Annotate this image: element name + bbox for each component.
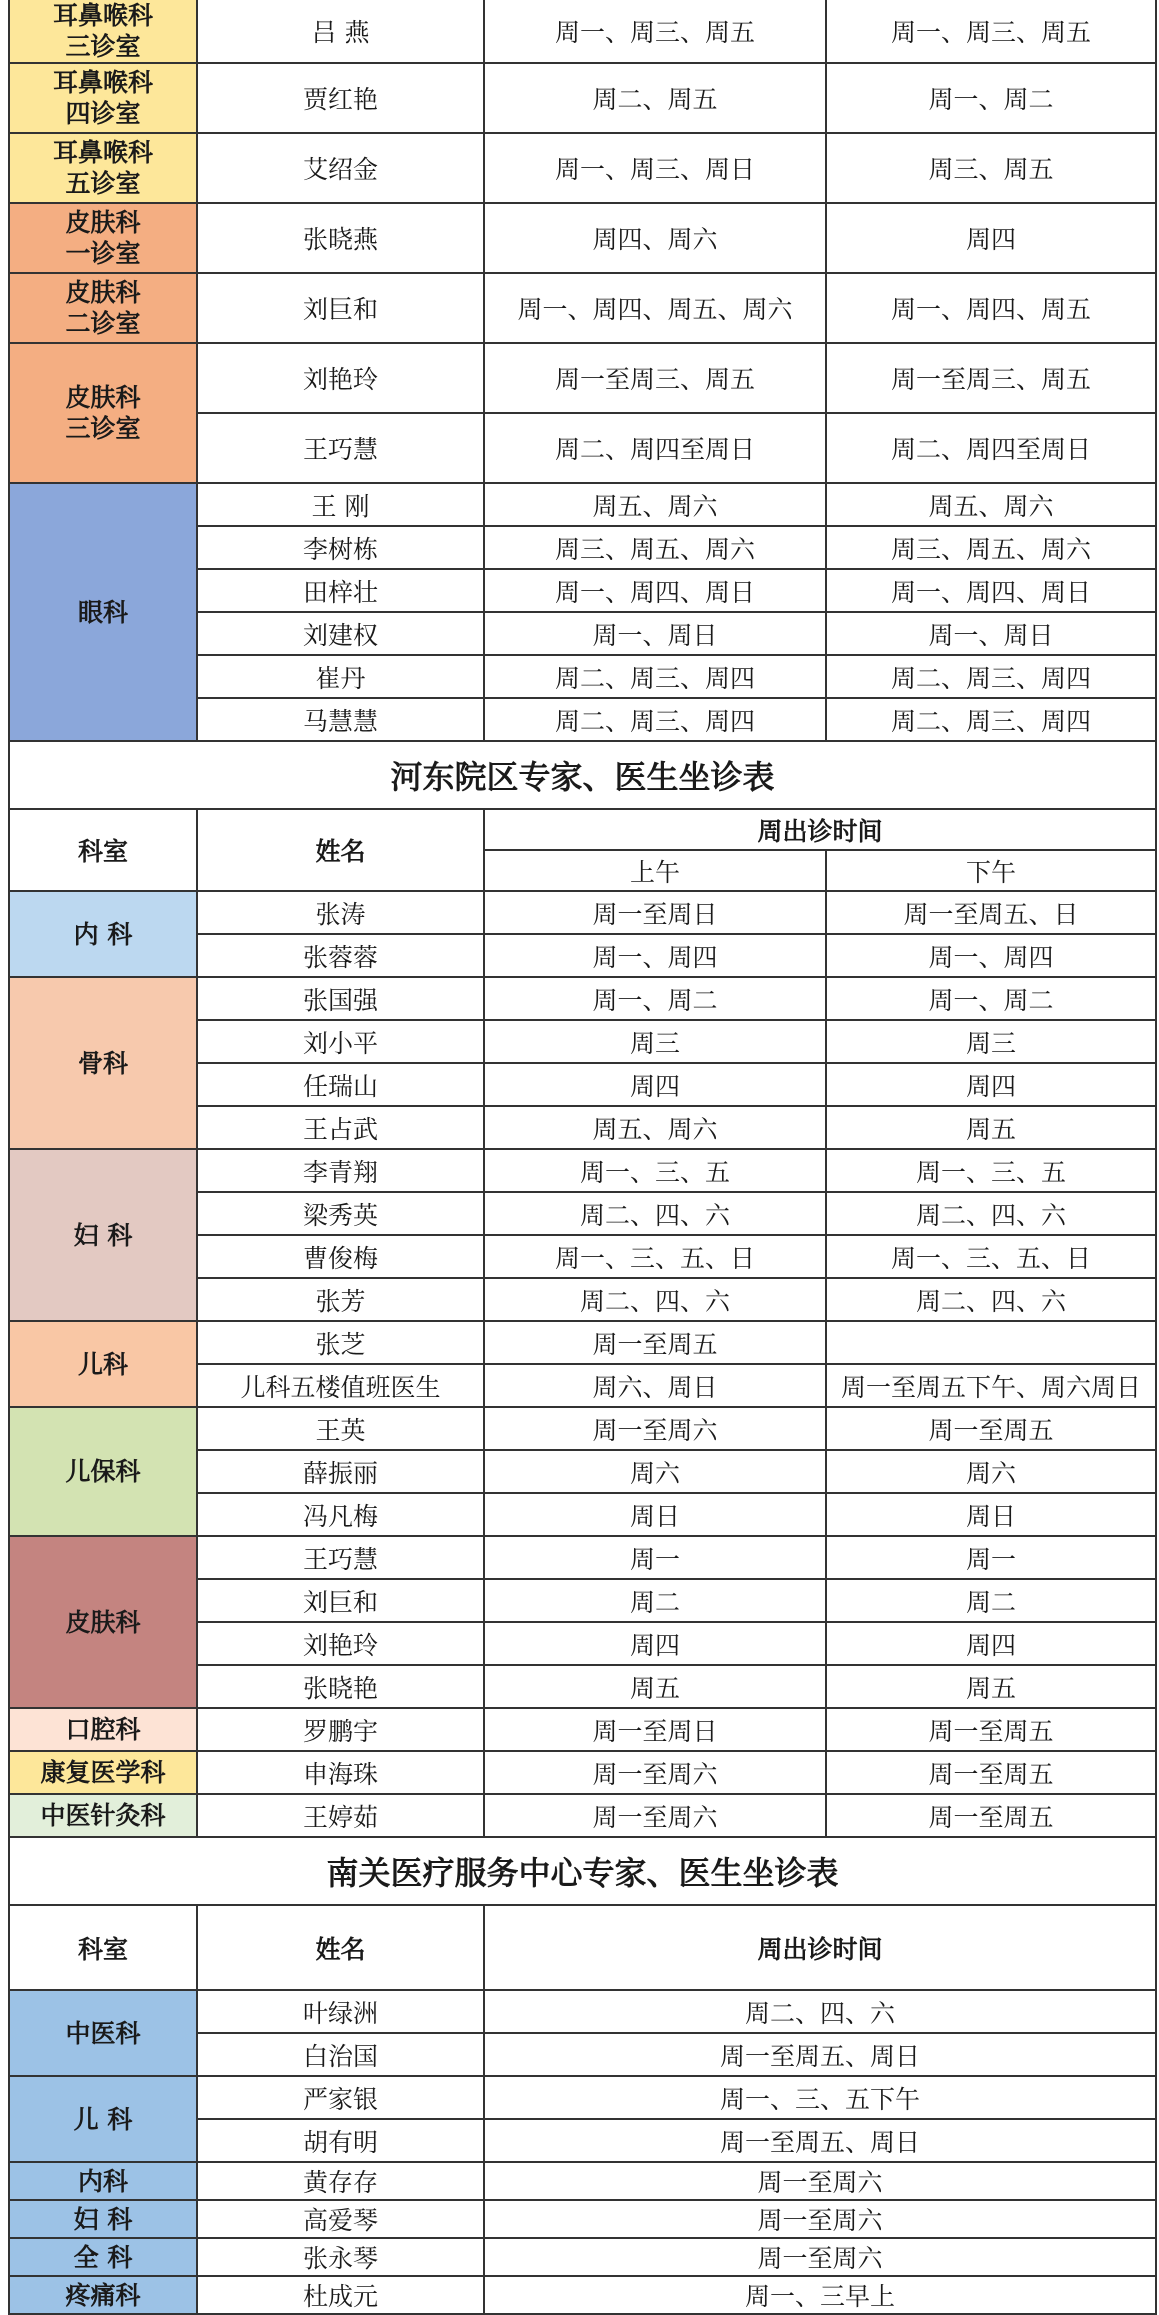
- dept-label: 妇 科: [73, 1220, 133, 1250]
- dept-label: 眼科: [77, 597, 128, 627]
- pm-schedule: 周一至周五、日: [826, 891, 1156, 934]
- section-title-row: [9, 741, 1156, 809]
- dept-label: 内科: [77, 2166, 128, 2196]
- weekly-schedule: 周一至周六: [484, 2200, 1156, 2238]
- doctor-name: 张晓艳: [197, 1665, 484, 1708]
- header-weekly-time: 周出诊时间: [484, 1905, 1156, 1990]
- pm-schedule: 周三: [826, 1020, 1156, 1063]
- nanguan-table-body: [9, 1990, 1156, 2314]
- doctor-name: 张晓燕: [197, 203, 484, 273]
- am-schedule: 周五: [484, 1665, 826, 1708]
- pm-schedule: 周四: [826, 1622, 1156, 1665]
- dept-label: 儿 科: [73, 2104, 133, 2134]
- pm-schedule: 周日: [826, 1493, 1156, 1536]
- pm-schedule: 周一至周五: [826, 1407, 1156, 1450]
- doctor-name: 吕 燕: [197, 0, 484, 63]
- table-row: [9, 1751, 1156, 1794]
- doctor-name: 王婷茹: [197, 1794, 484, 1837]
- pm-schedule: 周五、周六: [826, 483, 1156, 526]
- dept-label: 骨科: [77, 1048, 128, 1078]
- dept-cell: [9, 1708, 197, 1751]
- dept-cell: [9, 63, 197, 133]
- doctor-name: 杜成元: [197, 2276, 484, 2314]
- am-schedule: 周六、周日: [484, 1364, 826, 1407]
- pm-schedule: 周三、周五: [826, 133, 1156, 203]
- table-row: [9, 1708, 1156, 1751]
- pm-schedule: 周二: [826, 1579, 1156, 1622]
- pm-schedule: 周一、三、五、日: [826, 1235, 1156, 1278]
- am-schedule: 周二、四、六: [484, 1278, 826, 1321]
- dept-cell: [9, 273, 197, 343]
- pm-schedule: 周一、周四: [826, 934, 1156, 977]
- header-row: [9, 1905, 1156, 1990]
- pm-schedule: [826, 1321, 1156, 1364]
- table-row: [9, 2076, 1156, 2119]
- doctor-name: 张芝: [197, 1321, 484, 1364]
- pm-schedule: 周一至周五: [826, 1794, 1156, 1837]
- dept-label: 中医科: [65, 2018, 141, 2048]
- pm-schedule: 周一、周四、周五: [826, 273, 1156, 343]
- weekly-schedule: 周一至周六: [484, 2162, 1156, 2200]
- doctor-name: 张涛: [197, 891, 484, 934]
- am-schedule: 周一至周日: [484, 891, 826, 934]
- dept-label: 康复医学科: [40, 1758, 166, 1787]
- dept-label: 口腔科: [65, 1715, 141, 1744]
- doctor-name: 叶绿洲: [197, 1990, 484, 2033]
- dept-label: 儿保科: [65, 1457, 141, 1486]
- header-pm: 下午: [826, 850, 1156, 891]
- pm-schedule: 周一、周三、周五: [826, 0, 1156, 63]
- doctor-name: 严家银: [197, 2076, 484, 2119]
- weekly-schedule: 周一至周六: [484, 2238, 1156, 2276]
- am-schedule: 周一、周三、周日: [484, 133, 826, 203]
- doctor-name: 任瑞山: [197, 1063, 484, 1106]
- table-row: [9, 977, 1156, 1020]
- pm-schedule: 周一、三、五: [826, 1149, 1156, 1192]
- am-schedule: 周一至周五: [484, 1321, 826, 1364]
- header-row: [9, 809, 1156, 850]
- dept-label: 疼痛科: [65, 2280, 141, 2310]
- am-schedule: 周一至周六: [484, 1751, 826, 1794]
- doctor-name: 李青翔: [197, 1149, 484, 1192]
- am-schedule: 周六: [484, 1450, 826, 1493]
- am-schedule: 周四: [484, 1063, 826, 1106]
- doctor-name: 冯凡梅: [197, 1493, 484, 1536]
- dept-label: 皮肤科 三诊室: [65, 383, 141, 443]
- doctor-name: 曹俊梅: [197, 1235, 484, 1278]
- pm-schedule: 周五: [826, 1106, 1156, 1149]
- am-schedule: 周一至周六: [484, 1794, 826, 1837]
- doctor-name: 刘建权: [197, 612, 484, 655]
- doctor-name: 薛振丽: [197, 1450, 484, 1493]
- doctor-name: 罗鹏宇: [197, 1708, 484, 1751]
- dept-label: 全 科: [73, 2242, 133, 2272]
- am-schedule: 周一至周六: [484, 1407, 826, 1450]
- dept-cell: [9, 2276, 197, 2314]
- doctor-name: 王占武: [197, 1106, 484, 1149]
- pm-schedule: 周四: [826, 1063, 1156, 1106]
- table-row: [9, 0, 1156, 63]
- pm-schedule: 周一、周二: [826, 63, 1156, 133]
- dept-cell: [9, 133, 197, 203]
- hedong-schedule-title: 河东院区专家、医生坐诊表: [9, 741, 1156, 809]
- pm-schedule: 周一至周五: [826, 1751, 1156, 1794]
- am-schedule: 周四、周六: [484, 203, 826, 273]
- doctor-name: 田梓壮: [197, 569, 484, 612]
- table-row: [9, 1990, 1156, 2033]
- doctor-name: 儿科五楼值班医生: [197, 1364, 484, 1407]
- weekly-schedule: 周一、三早上: [484, 2276, 1156, 2314]
- pm-schedule: 周一、周二: [826, 977, 1156, 1020]
- doctor-name: 张永琴: [197, 2238, 484, 2276]
- pm-schedule: 周二、周三、周四: [826, 655, 1156, 698]
- doctor-name: 申海珠: [197, 1751, 484, 1794]
- dept-cell: [9, 203, 197, 273]
- doctor-name: 王英: [197, 1407, 484, 1450]
- dept-cell: [9, 1990, 197, 2076]
- schedule-table-main-campus: [8, 0, 1157, 2315]
- pm-schedule: 周一至周五下午、周六周日: [826, 1364, 1156, 1407]
- pm-schedule: 周二、周四至周日: [826, 413, 1156, 483]
- doctor-name: 王 刚: [197, 483, 484, 526]
- am-schedule: 周一、周二: [484, 977, 826, 1020]
- table-row: [9, 1321, 1156, 1364]
- am-schedule: 周五、周六: [484, 483, 826, 526]
- am-schedule: 周一、三、五: [484, 1149, 826, 1192]
- table-row: [9, 1536, 1156, 1579]
- doctor-name: 白治国: [197, 2033, 484, 2076]
- nanguan-schedule-title: 南关医疗服务中心专家、医生坐诊表: [9, 1837, 1156, 1905]
- doctor-name: 张芳: [197, 1278, 484, 1321]
- dept-cell: [9, 343, 197, 483]
- doctor-name: 高爱琴: [197, 2200, 484, 2238]
- pm-schedule: 周四: [826, 203, 1156, 273]
- table-row: [9, 1407, 1156, 1450]
- dept-cell: [9, 1536, 197, 1708]
- doctor-name: 张蓉蓉: [197, 934, 484, 977]
- am-schedule: 周一、周三、周五: [484, 0, 826, 63]
- pm-schedule: 周一至周五: [826, 1708, 1156, 1751]
- dept-label: 儿科: [77, 1349, 128, 1379]
- doctor-name: 黄存存: [197, 2162, 484, 2200]
- am-schedule: 周二、四、六: [484, 1192, 826, 1235]
- doctor-name: 刘小平: [197, 1020, 484, 1063]
- dept-label: 中医针灸科: [40, 1801, 166, 1830]
- am-schedule: 周一、周日: [484, 612, 826, 655]
- dept-label: 妇 科: [73, 2204, 133, 2234]
- am-schedule: 周二、周三、周四: [484, 655, 826, 698]
- dept-cell: [9, 2162, 197, 2200]
- am-schedule: 周一、周四: [484, 934, 826, 977]
- weekly-schedule: 周一至周五、周日: [484, 2033, 1156, 2076]
- weekly-schedule: 周二、四、六: [484, 1990, 1156, 2033]
- pm-schedule: 周五: [826, 1665, 1156, 1708]
- table-row: [9, 343, 1156, 413]
- dept-cell: [9, 1407, 197, 1536]
- am-schedule: 周三: [484, 1020, 826, 1063]
- am-schedule: 周一、三、五、日: [484, 1235, 826, 1278]
- am-schedule: 周一至周日: [484, 1708, 826, 1751]
- header-am: 上午: [484, 850, 826, 891]
- am-schedule: 周五、周六: [484, 1106, 826, 1149]
- dept-cell: [9, 2200, 197, 2238]
- am-schedule: 周二、周四至周日: [484, 413, 826, 483]
- dept-label: 皮肤科 二诊室: [65, 278, 141, 338]
- dept-cell: [9, 0, 197, 63]
- doctor-name: 梁秀英: [197, 1192, 484, 1235]
- dept-cell: [9, 2076, 197, 2162]
- section-title-row: [9, 1837, 1156, 1905]
- am-schedule: 周四: [484, 1622, 826, 1665]
- pm-schedule: 周二、周三、周四: [826, 698, 1156, 741]
- am-schedule: 周二: [484, 1579, 826, 1622]
- am-schedule: 周二、周五: [484, 63, 826, 133]
- table-row: [9, 483, 1156, 526]
- dept-cell: [9, 483, 197, 741]
- doctor-name: 刘艳玲: [197, 343, 484, 413]
- pm-schedule: 周一、周日: [826, 612, 1156, 655]
- pm-schedule: 周二、四、六: [826, 1278, 1156, 1321]
- doctor-name: 刘艳玲: [197, 1622, 484, 1665]
- doctor-name: 刘巨和: [197, 273, 484, 343]
- dept-cell: [9, 1149, 197, 1321]
- dept-label: 耳鼻喉科 三诊室: [52, 1, 153, 61]
- weekly-schedule: 周一至周五、周日: [484, 2119, 1156, 2162]
- dept-label: 内 科: [73, 919, 133, 949]
- dept-cell: [9, 1794, 197, 1837]
- table-row: [9, 2238, 1156, 2276]
- doctor-name: 贾红艳: [197, 63, 484, 133]
- header-weekly-time: 周出诊时间: [484, 809, 1156, 850]
- table-row: [9, 891, 1156, 934]
- am-schedule: 周一至周三、周五: [484, 343, 826, 413]
- am-schedule: 周二、周三、周四: [484, 698, 826, 741]
- pm-schedule: 周二、四、六: [826, 1192, 1156, 1235]
- dept-cell: [9, 891, 197, 977]
- am-schedule: 周一: [484, 1536, 826, 1579]
- table-row: [9, 2162, 1156, 2200]
- table-row: [9, 2276, 1156, 2314]
- doctor-name: 崔丹: [197, 655, 484, 698]
- doctor-name: 马慧慧: [197, 698, 484, 741]
- pm-schedule: 周六: [826, 1450, 1156, 1493]
- doctor-name: 胡有明: [197, 2119, 484, 2162]
- pm-schedule: 周一: [826, 1536, 1156, 1579]
- weekly-schedule: 周一、三、五下午: [484, 2076, 1156, 2119]
- header-dept: 科室: [9, 809, 197, 891]
- header-name: 姓名: [197, 809, 484, 891]
- doctor-name: 李树栋: [197, 526, 484, 569]
- pm-schedule: 周三、周五、周六: [826, 526, 1156, 569]
- hedong-table-body: [9, 891, 1156, 1837]
- dept-label: 耳鼻喉科 五诊室: [52, 138, 153, 198]
- dept-cell: [9, 2238, 197, 2276]
- dept-label: 皮肤科 一诊室: [65, 208, 141, 268]
- am-schedule: 周日: [484, 1493, 826, 1536]
- header-name: 姓名: [197, 1905, 484, 1990]
- dept-label: 耳鼻喉科 四诊室: [52, 68, 153, 128]
- table-row: [9, 2200, 1156, 2238]
- doctor-name: 刘巨和: [197, 1579, 484, 1622]
- am-schedule: 周三、周五、周六: [484, 526, 826, 569]
- pm-schedule: 周一至周三、周五: [826, 343, 1156, 413]
- table-row: [9, 203, 1156, 273]
- table-row: [9, 1149, 1156, 1192]
- table-row: [9, 273, 1156, 343]
- dept-label: 皮肤科: [65, 1607, 141, 1637]
- dept-cell: [9, 1321, 197, 1407]
- doctor-name: 王巧慧: [197, 413, 484, 483]
- am-schedule: 周一、周四、周日: [484, 569, 826, 612]
- doctor-name: 艾绍金: [197, 133, 484, 203]
- table-row: [9, 1794, 1156, 1837]
- doctor-name: 张国强: [197, 977, 484, 1020]
- table-row: [9, 133, 1156, 203]
- header-dept: 科室: [9, 1905, 197, 1990]
- doctor-name: 王巧慧: [197, 1536, 484, 1579]
- am-schedule: 周一、周四、周五、周六: [484, 273, 826, 343]
- table-row: [9, 63, 1156, 133]
- dept-cell: [9, 977, 197, 1149]
- dept-cell: [9, 1751, 197, 1794]
- pm-schedule: 周一、周四、周日: [826, 569, 1156, 612]
